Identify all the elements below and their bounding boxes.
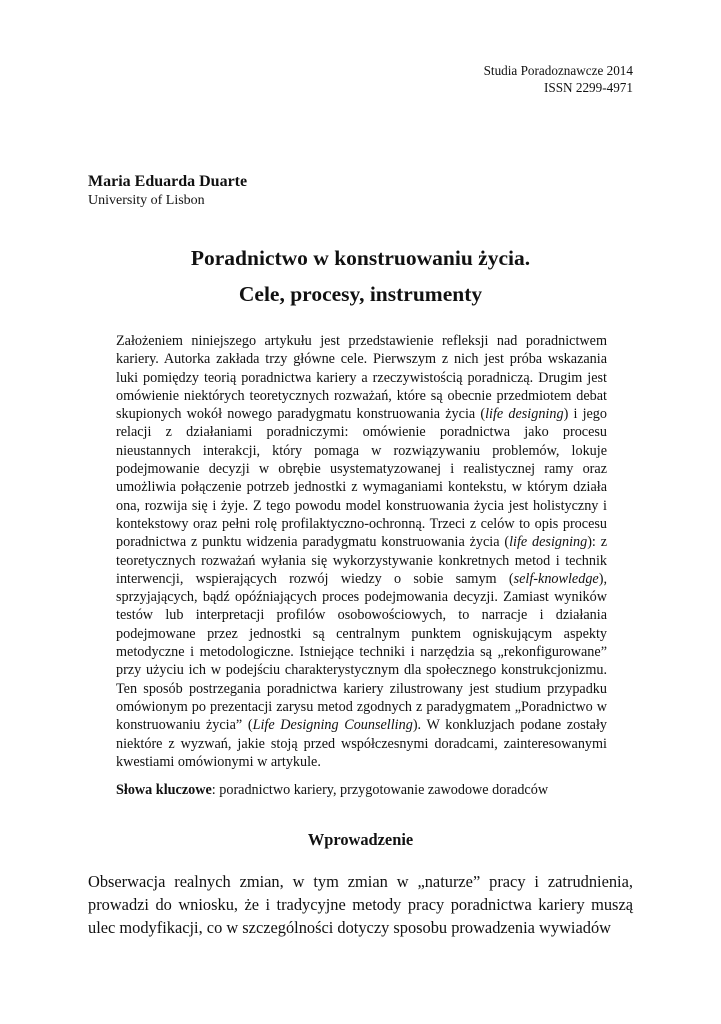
author-affiliation: University of Lisbon [88,193,205,208]
abstract-text: ), sprzyjających, bądź opóźniających proces podejmowania decyzji. Zamiast wyników testów lub interpretacji profilów osobowościowych, to narracje i działania podejmowane przez jednostki są centralnym punktem ogniskującym aspekty metodyczne i metodologiczne. Istniejące techniki i narzędzia są „rekonfigurowane” przy użyciu ich w podejściu charakterystycznym dla społecznego konstrukcjonizmu. Ten sposób postrzegania poradnictwa kariery zilustrowany jest studium przypadku omówionym po prezentacji zarysu metod zgodnych z paradygmatem „Poradnictwo w konstruowaniu życia” ( [116,570,607,734]
article-title-line-2: Cele, procesy, instrumenty [238,282,483,306]
journal-header [484,62,633,96]
intro-section [88,870,633,939]
section-heading: Wprowadzenie [307,830,414,849]
abstract-italic-term: self-knowledge [513,570,599,587]
abstract-text: ): z teoretycznych rozważań wyłania się wykorzystywanie konkretnych metod i technik interwencji, wspierających rozwój wiedzy o sobie samym ( [116,534,607,587]
article-title-line-1: Poradnictwo w konstruowaniu życia. [190,246,531,270]
abstract-text: Założeniem niniejszego artykułu jest przedstawienie refleksji nad poradnictwem kariery. Autorka zakłada trzy główne cele. Pierwszym z nich jest próba wskazania luki pomiędzy teorią poradnictwa kariery a rzeczywistością poradniczą. Drugim jest omówienie niektórych teoretycznych rozważań, które są obecnie przedmiotem debat skupionych wokół nowego paradygmatu konstruowania życia ( [116,333,607,423]
abstract [116,332,607,771]
journal-name: Studia Poradoznawcze 2014 [483,63,633,78]
keywords [116,781,607,799]
abstract-italic-term: life designing [485,406,564,423]
author-block [88,172,247,210]
article-title [0,240,721,312]
abstract-italic-term: Life Designing Counselling [252,717,413,734]
journal-issn: ISSN 2299-4971 [543,80,633,95]
keywords-text: : poradnictwo kariery, przygotowanie zawodowe doradców [211,782,549,798]
abstract-italic-term: life designing [509,534,588,551]
abstract-paragraph [116,332,607,771]
keywords-label: Słowa kluczowe [116,782,212,798]
abstract-text: ). W konkluzjach podane zostały niektóre z wyzwań, jakie stoją przed współczesnymi doradcami, zainteresowanymi kwestiami omówionymi w artykule. [116,717,608,770]
abstract-text: ) i jego relacji z działaniami poradniczymi: omówienie poradnictwa jako procesu nieustannych interakcji, który pomaga w rozwiązywaniu problemów, lokuje podejmowanie decyzji w obrębie usystematyzowanej i realistycznej ramy oraz umożliwia połączenie potrzeb jednostki z wymaganiami kontekstu, w którym działa ona, rozwija się i żyje. Z tego powodu model konstruowania życia jest holistyczny i kontekstowy oraz pełni rolę profilaktyczno-ochronną. Trzeci z celów to opis procesu poradnictwa z punktu widzenia paradygmatu konstruowania życia ( [116,406,607,551]
intro-paragraph: Obserwacja realnych zmian, w tym zmian w „naturze” pracy i zatrudnienia, prowadzi do wniosku, że i tradycyjne metody pracy poradnictwa kariery muszą ulec modyfikacji, co w szczególności dotyczy sposobu prowadzenia wywiadów [88,872,633,937]
author-name: Maria Eduarda Duarte [88,173,248,190]
